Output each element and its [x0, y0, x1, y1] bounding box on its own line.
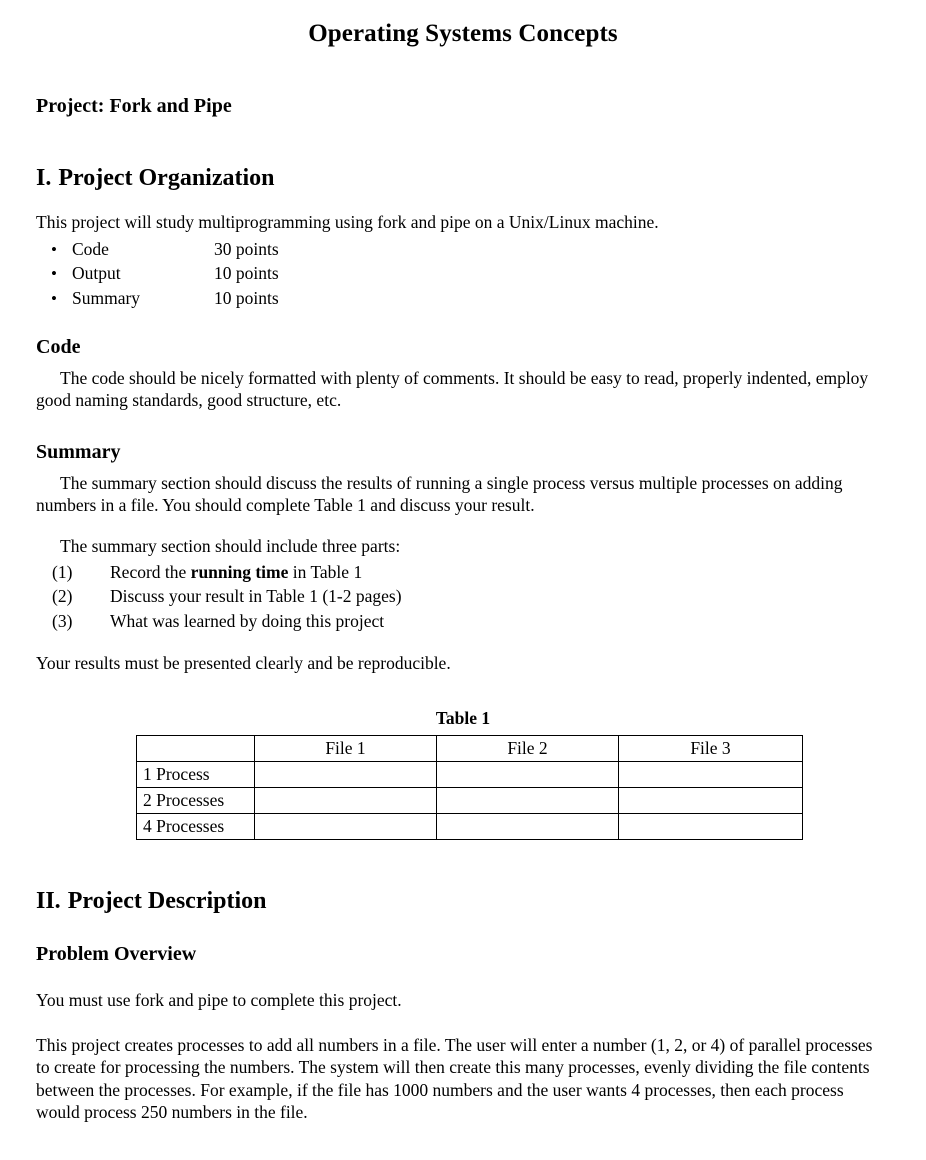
code-paragraph: The code should be nicely formatted with plenty of comments. It should be easy to read, properly indented, employ good naming standards, good structure, etc.: [36, 367, 869, 410]
table-cell[interactable]: [619, 788, 803, 814]
document-title: Operating Systems Concepts: [308, 20, 618, 47]
item-text: Discuss your result in Table 1 (1-2 pages): [110, 586, 402, 607]
point-value: 30 points: [214, 238, 279, 259]
point-name: Summary: [72, 288, 141, 309]
table-cell[interactable]: [437, 788, 619, 814]
table-row: [137, 814, 803, 840]
table-cell[interactable]: [437, 762, 619, 788]
point-name: Output: [72, 263, 121, 284]
table-row-label: 4 Processes: [137, 814, 255, 840]
bullet-icon: •: [51, 239, 57, 259]
subheading-code: Code: [36, 335, 81, 358]
list-item: [36, 287, 926, 310]
item-text: What was learned by doing this project: [110, 610, 385, 631]
summary-paragraph-2: The summary section should include three parts:: [60, 535, 401, 556]
grading-points-list: [0, 238, 926, 310]
table-row: [137, 762, 803, 788]
section-two-title: Project Description: [67, 888, 267, 915]
section-one-number: I.: [36, 164, 52, 191]
summary-paragraph-1: The summary section should discuss the results of running a single process versus multiple processes on adding numbers in a file. You should complete Table 1 and discuss your result.: [36, 472, 843, 516]
section-two-paragraph-2: This project creates processes to add all numbers in a file. The user will enter a number (1, 2, or 4) of parallel processes to create for processing the numbers. The system will then create this many processes, evenly dividing the file contents between the processes. For example, if the file has 1000 numbers and the user wants 4 processes, then each process would process 250 numbers in the file.: [36, 1034, 873, 1122]
table-column-header: File 1: [255, 736, 437, 762]
table-corner-cell: [137, 736, 255, 762]
table-column-header: File 2: [437, 736, 619, 762]
document-page: [0, 18, 926, 1160]
section-two-number: II.: [36, 888, 61, 915]
table-column-header: File 3: [619, 736, 803, 762]
table-cell[interactable]: [255, 788, 437, 814]
bullet-icon: •: [51, 264, 57, 284]
section-two-paragraph-1: You must use fork and pipe to complete this project.: [36, 990, 402, 1011]
list-item: [0, 610, 926, 632]
table-cell[interactable]: [255, 814, 437, 840]
point-name: Code: [72, 238, 109, 259]
item-marker: (2): [52, 586, 73, 607]
subheading-summary: Summary: [36, 441, 121, 464]
results-table: [136, 735, 803, 840]
list-item: [0, 561, 926, 583]
item-marker: (1): [52, 562, 73, 583]
item-marker: (3): [52, 610, 73, 631]
section-one-intro: This project will study multiprogramming using fork and pipe on a Unix/Linux machine.: [36, 212, 659, 233]
list-item: [0, 585, 926, 607]
table-cell[interactable]: [619, 762, 803, 788]
summary-parts-list: [0, 561, 926, 632]
table-row-label: 1 Process: [137, 762, 255, 788]
bullet-icon: •: [51, 289, 57, 309]
table-header-row: [137, 736, 803, 762]
point-value: 10 points: [214, 288, 279, 309]
project-subtitle: Project: Fork and Pipe: [36, 95, 232, 117]
list-item: [36, 238, 926, 261]
item-text-bold: running time: [190, 562, 289, 583]
table-row: [137, 788, 803, 814]
section-one-title: Project Organization: [58, 164, 275, 191]
point-value: 10 points: [214, 263, 279, 284]
table-cell[interactable]: [255, 762, 437, 788]
table-caption: Table 1: [435, 707, 491, 728]
subheading-problem-overview: Problem Overview: [36, 942, 197, 965]
summary-paragraph-3: Your results must be presented clearly and be reproducible.: [36, 653, 451, 674]
item-text-pre: Record the: [110, 562, 191, 583]
item-text: [110, 561, 362, 583]
section-heading-one: [36, 163, 926, 194]
list-item: [36, 262, 926, 285]
table-row-label: 2 Processes: [137, 788, 255, 814]
table-cell[interactable]: [437, 814, 619, 840]
section-heading-two: [36, 886, 926, 917]
item-text-post: in Table 1: [288, 562, 363, 583]
table-cell[interactable]: [619, 814, 803, 840]
